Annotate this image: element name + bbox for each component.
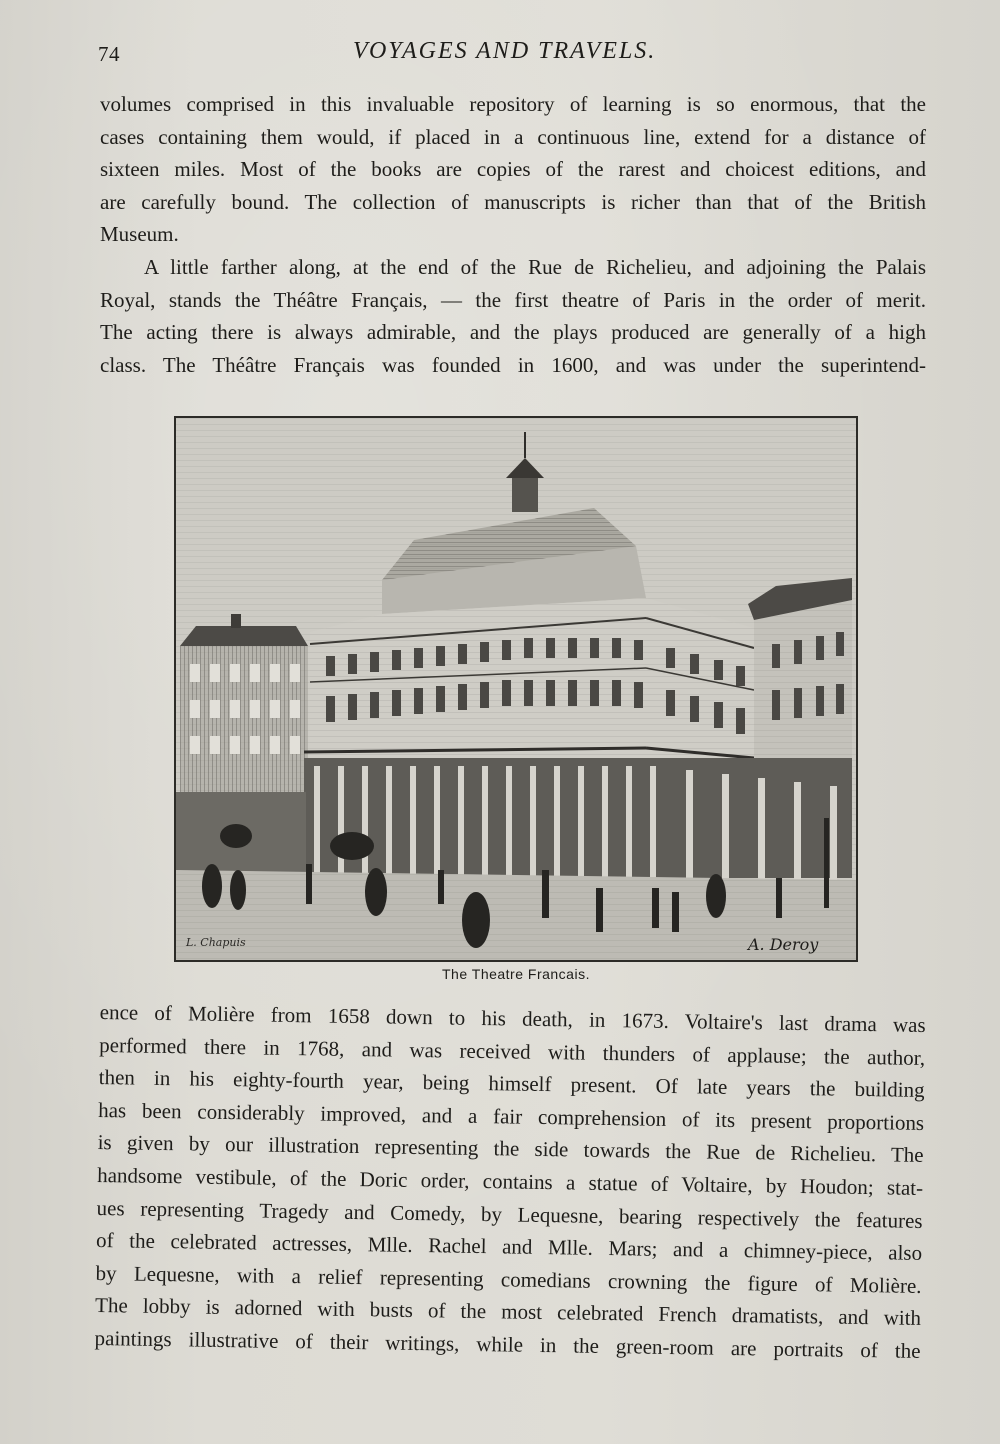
text-line: volumes comprised in this invaluable repository of learning is so enormous, that the <box>100 92 926 116</box>
running-title: VOYAGES AND TRAVELS. <box>353 38 657 64</box>
text-line: The lobby is adorned with busts of the most celebrated French dramatists, and with <box>94 1293 922 1331</box>
text-line: The acting there is always admirable, and the plays produced are generally of a high <box>100 320 926 345</box>
text-line: cases containing them would, if placed in a continuous line, extend for a distance of <box>100 124 926 149</box>
text-line: class. The Théâtre Français was founded in 1600, and was under the superintend- <box>100 352 926 377</box>
text-line: ues representing Tragedy and Comedy, by Lequesne, bearing respectively the features <box>96 1195 923 1233</box>
text-line: sixteen miles. Most of the books are copies of the rarest and choicest editions, and <box>100 157 926 182</box>
text-line: are carefully bound. The collection of manuscripts is richer than that of the British <box>100 189 926 214</box>
text-line: has been considerably improved, and a fair comprehension of its present proportions <box>98 1097 925 1135</box>
bottom-paragraph <box>94 996 926 1367</box>
top-paragraphs <box>100 88 926 381</box>
theatre-facade <box>304 598 754 768</box>
engraver-signature: L. Chapuis <box>186 936 246 949</box>
engraving-illustration <box>174 416 858 962</box>
text-line: of the celebrated actresses, Mlle. Rachel and Mlle. Mars; and a chimney-piece, also <box>95 1228 923 1266</box>
text-line: then in his eighty-fourth year, being himself present. Of late years the building <box>98 1065 925 1103</box>
page-number: 74 <box>98 42 120 66</box>
theatre-engraving <box>176 418 856 960</box>
text-line: performed there in 1768, and was received with thunders of applause; the author, <box>99 1032 926 1070</box>
left-buildings <box>180 614 308 806</box>
text-line: ence of Molière from 1658 down to his death, in 1673. Voltaire's last drama was <box>99 999 926 1037</box>
text-line: paintings illustrative of their writings, while in the green-room are portraits of the <box>94 1325 921 1363</box>
text-line: Museum. <box>100 222 179 247</box>
running-head <box>98 38 928 74</box>
text-line: handsome vestibule, of the Doric order, contains a statue of Voltaire, by Houdon; stat- <box>97 1162 924 1200</box>
text-line: is given by our illustration representing the side towards the Rue de Richelieu. The <box>97 1130 924 1168</box>
text-line: Royal, stands the Théâtre Français, — the first theatre of Paris in the order of merit. <box>100 287 926 312</box>
figure-caption: The Theatre Francais. <box>442 966 590 982</box>
artist-signature: A. Deroy <box>748 935 819 954</box>
text-line: A little farther along, at the end of the Rue de Richelieu, and adjoining the Palais <box>144 254 926 279</box>
text-line: by Lequesne, with a relief representing comedians crowning the figure of Molière. <box>95 1260 922 1298</box>
